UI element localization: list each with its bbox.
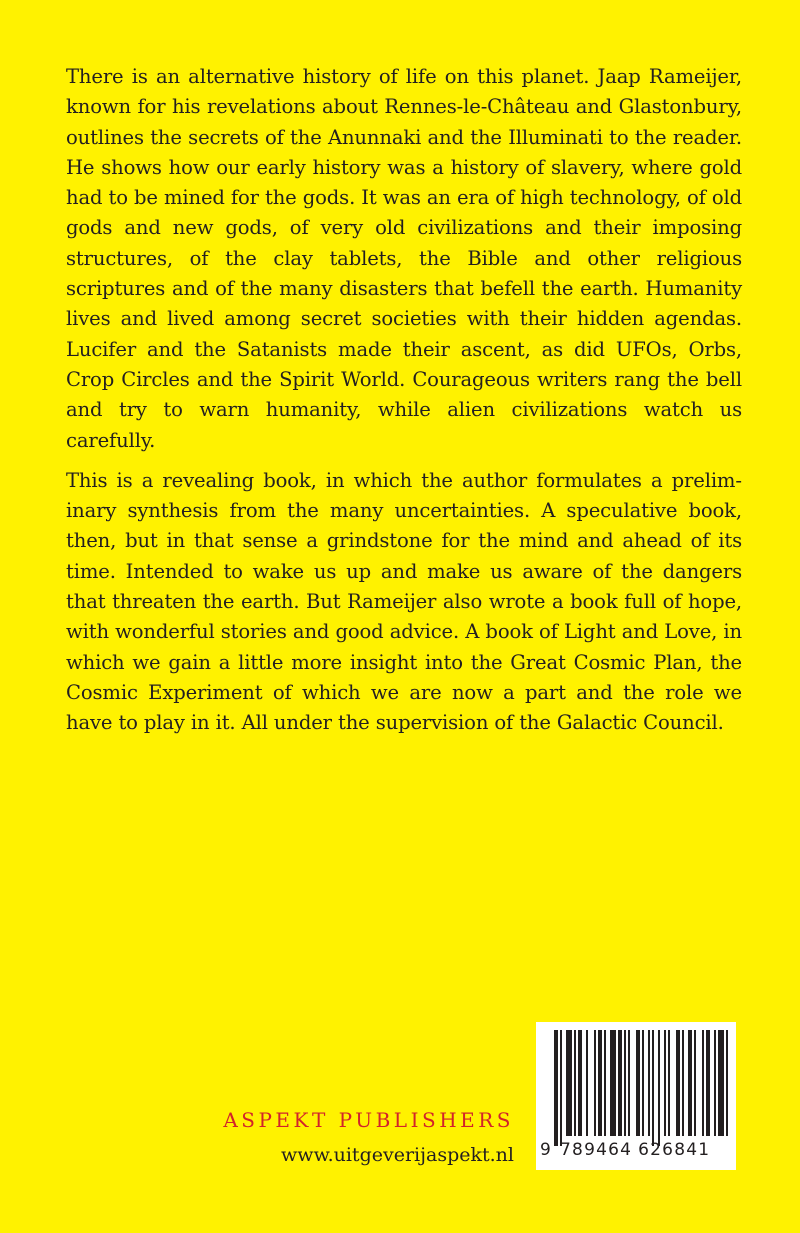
- barcode-bar: [586, 1030, 588, 1136]
- barcode-bar: [618, 1030, 622, 1136]
- barcode-bar: [664, 1030, 666, 1136]
- barcode-bar: [566, 1030, 572, 1136]
- publisher-website: www.uitgeverijaspekt.nl: [281, 1144, 514, 1166]
- barcode-bar: [610, 1030, 616, 1136]
- barcode-bar: [578, 1030, 582, 1136]
- barcode-bar: [574, 1030, 576, 1136]
- blurb-paragraph-1: There is an alternative history of life on this planet. Jaap Rameijer, known for his revelations about Rennes-le-Château and Glastonbury, outlines the secrets of the Anunnaki and the Illuminati to the reader. He shows how our early history was a history of slavery, where gold had to be mined for the gods. It was an era of high technology, of old gods and new gods, of very old civilizations and their imposing structures, of the clay tablets, the Bible and other religious scriptures and of the many disasters that befell the earth. Humanity lives and lived among secret societies with their hidden agendas. Lucifer and the Satanists made their ascent, as did UFOs, Orbs, Crop Circles and the Spirit World. Courageous writers rang the bell and try to warn humanity, while alien civilizations watch us carefully.: [66, 65, 742, 452]
- barcode-bar: [554, 1030, 558, 1146]
- barcode-bar: [682, 1030, 684, 1136]
- barcode-right-group: 626841: [638, 1140, 711, 1160]
- barcode-bar: [604, 1030, 606, 1136]
- barcode-bar: [636, 1030, 640, 1136]
- barcode-bar: [676, 1030, 680, 1136]
- barcode-bar: [628, 1030, 630, 1136]
- barcode-lead-digit: 9: [540, 1140, 553, 1160]
- publisher-name: ASPEKT PUBLISHERS: [223, 1108, 514, 1132]
- blurb-paragraph-2: This is a revealing book, in which the author formulates a preliminary synthesis from the many uncertainties. A speculative book, then, but in that sense a grindstone for the mind and ahead of its time. Intended to wake us up and make us aware of the dangers that threaten the earth. But Rameijer also wrote a book full of hope, with wonderful stories and good advice. A book of Light and Love, in which we gain a little more insight into the Great Cosmic Plan, the Cosmic Experiment of which we are now a part and the role we have to play in it. All under the supervision of the Galactic Council.: [66, 468, 742, 735]
- barcode-bar: [718, 1030, 724, 1136]
- barcode-bar: [726, 1030, 728, 1136]
- barcode-bar: [624, 1030, 626, 1136]
- barcode-bar: [652, 1030, 654, 1146]
- barcode-bar: [694, 1030, 696, 1136]
- barcode-left-group: 789464: [560, 1140, 633, 1160]
- barcode-bar: [714, 1030, 716, 1136]
- barcode-bar: [648, 1030, 650, 1136]
- barcode-bar: [594, 1030, 596, 1136]
- barcode-bar: [688, 1030, 692, 1136]
- barcode-bar: [668, 1030, 670, 1136]
- barcode-bar: [658, 1030, 660, 1146]
- barcode-bar: [702, 1030, 704, 1136]
- barcode-bar: [706, 1030, 710, 1136]
- barcode-digits: [540, 1140, 732, 1160]
- barcode-bar: [642, 1030, 644, 1136]
- barcode-bar: [598, 1030, 602, 1136]
- blurb: [66, 62, 742, 749]
- barcode-bar: [560, 1030, 562, 1146]
- isbn-barcode: [536, 1022, 736, 1170]
